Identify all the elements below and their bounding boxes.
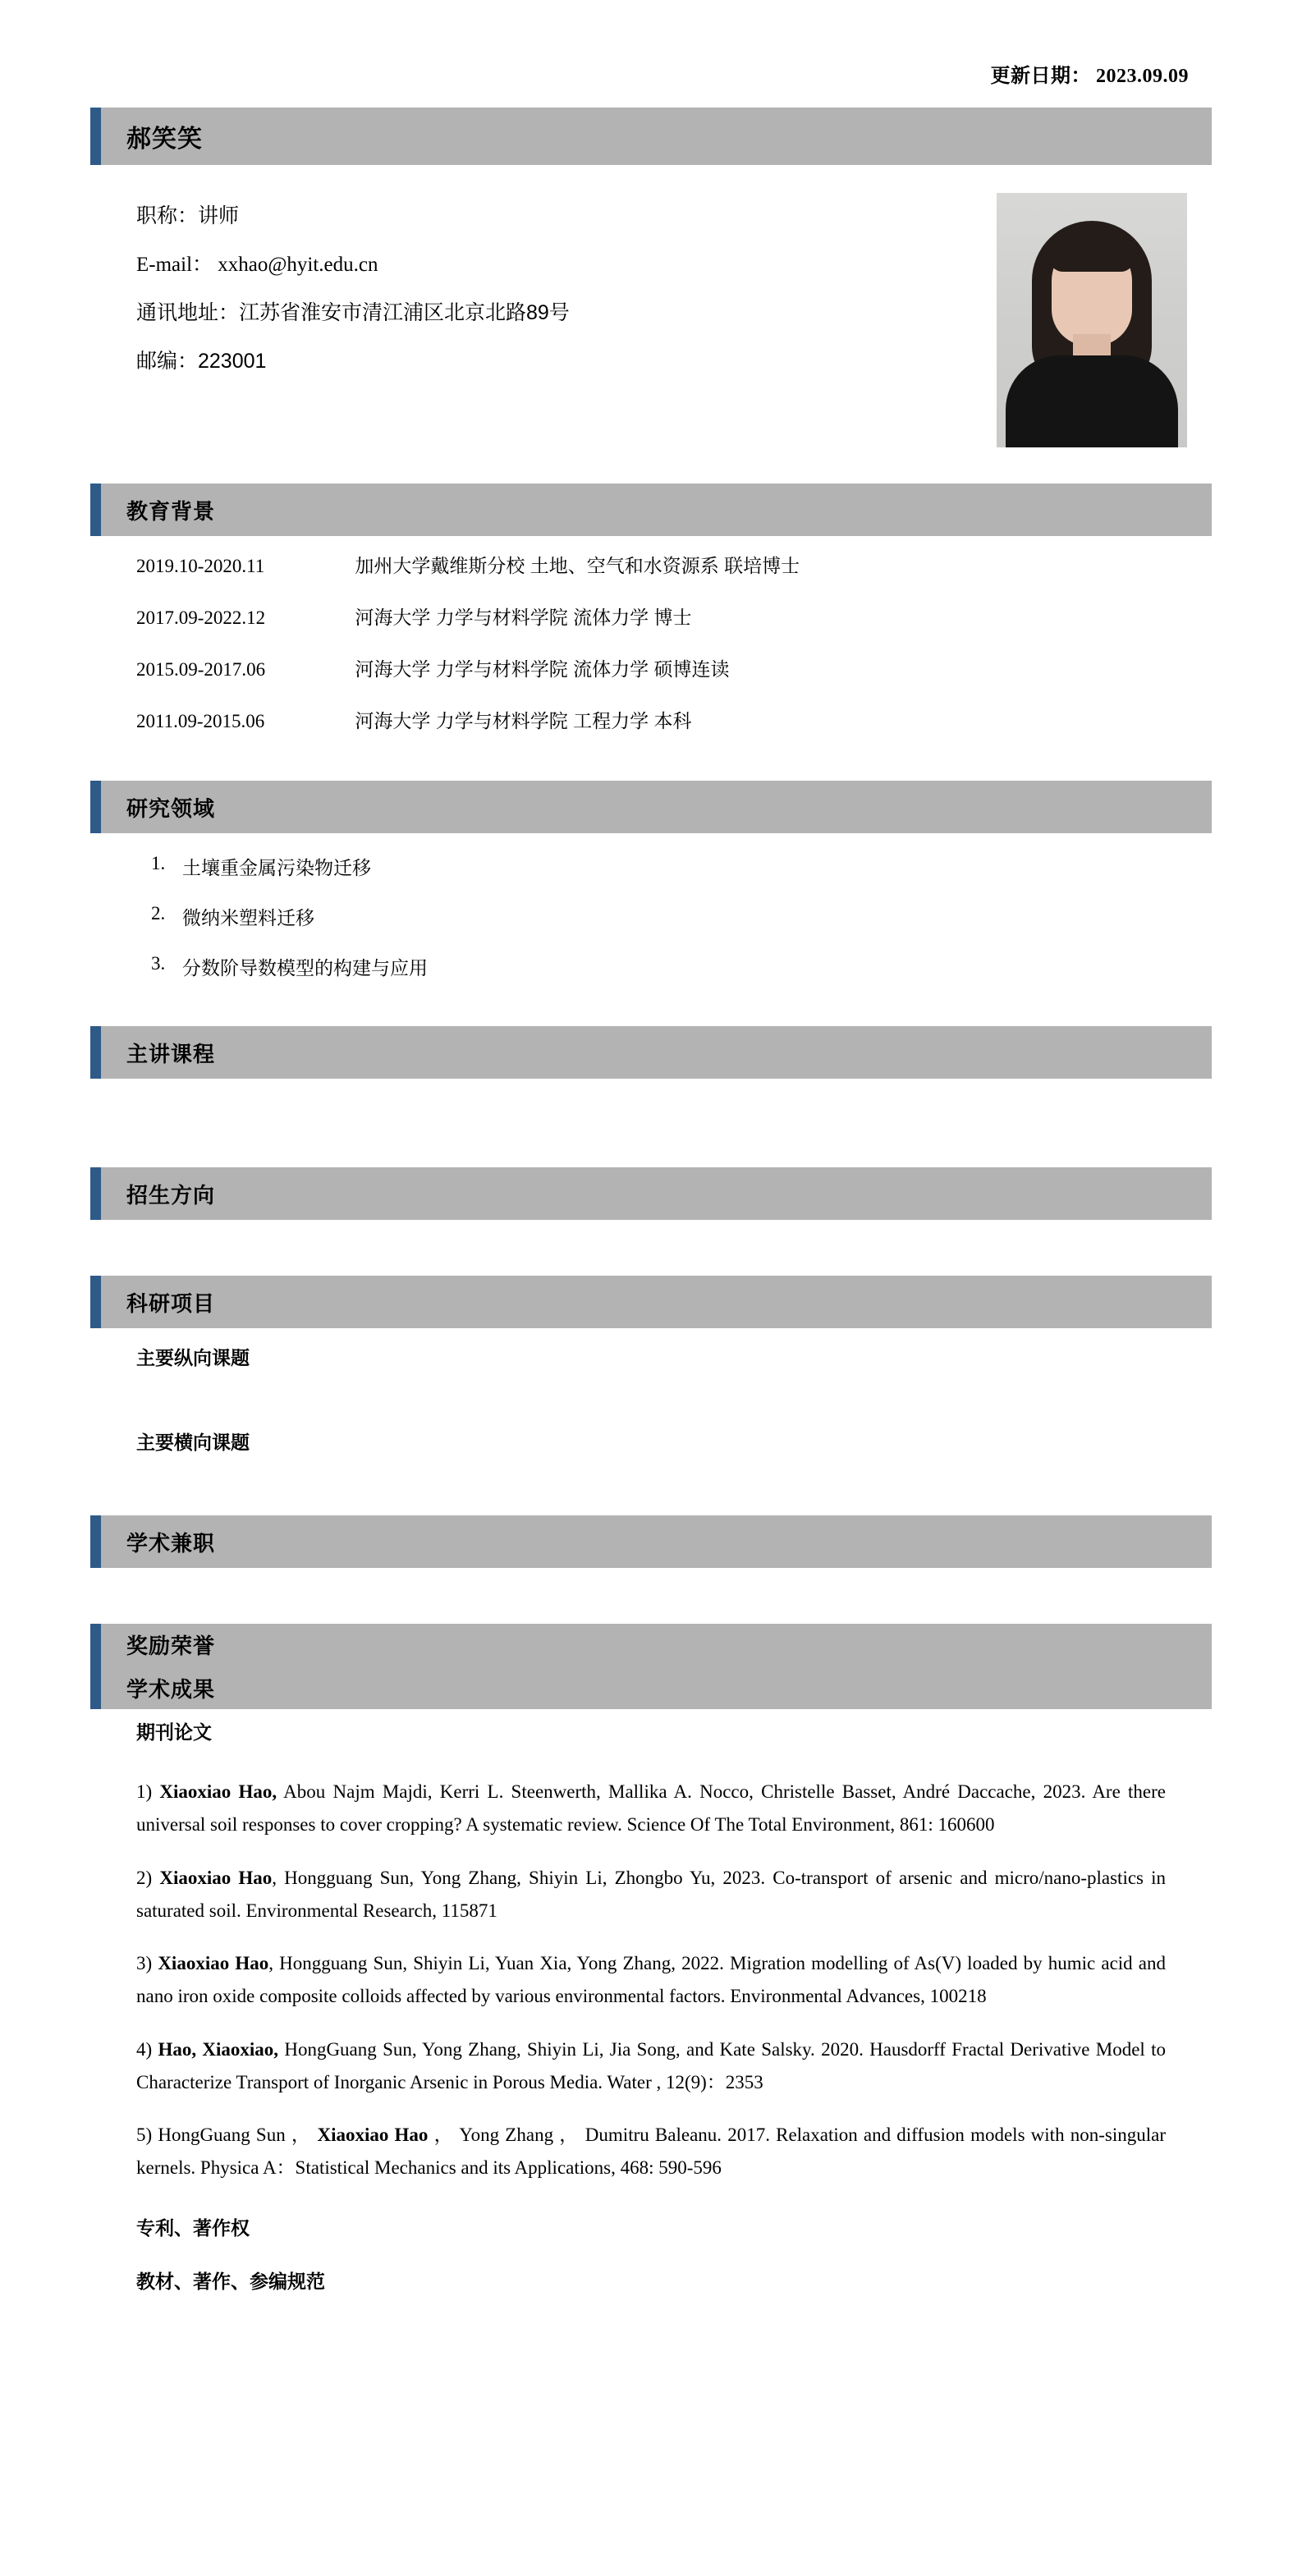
research-area-list [90,833,1212,1008]
projects-horizontal-empty [90,1455,1212,1497]
education-date: 2015.09-2017.06 [136,659,266,680]
list-item: 分数阶导数模型的构建与应用 [182,957,428,979]
section-courses [90,1026,1212,1079]
publication-rest: Abou Najm Majdi, Kerri L. Steenwerth, Mallika A. Nocco, Christelle Basset, André Daccache, 2023. Are there universal soil responses to cover cropping? A systematic review. Science Of The Total Environment, 861: 160600 [136,1781,1167,1836]
section-education [90,484,1212,536]
education-date: 2019.10-2020.11 [136,556,265,576]
publication-item [90,1947,1212,2022]
education-row [90,654,1212,706]
education-desc: 河海大学 力学与材料学院 流体力学 硕博连读 [355,658,730,680]
publication-index: 4) [136,2038,153,2060]
publication-rest: , Hongguang Sun, Shiyin Li, Yuan Xia, Yong Zhang, 2022. Migration modelling of As(V) loaded by humic acid and nano iron oxide composite colloids affected by various environmental factors. Environmental Advances, 100218 [136,1953,1167,2007]
projects-horizontal-label: 主要横向课题 [136,1432,250,1453]
section-title-research: 研究领域 [126,795,216,821]
update-date-label: 更新日期： [990,65,1091,87]
section-title-education: 教育背景 [126,498,216,524]
job-title-line: 职称：讲师 [136,204,240,227]
publication-item [90,2033,1212,2108]
courses-empty-area [90,1079,1212,1149]
section-title-projects: 科研项目 [126,1290,216,1316]
projects-vertical-label: 主要纵向课题 [136,1347,250,1368]
education-rows [90,536,1212,763]
accent-bar [90,484,101,536]
accent-bar [90,1026,101,1079]
education-row [90,551,1212,603]
education-desc: 河海大学 力学与材料学院 流体力学 博士 [355,607,692,628]
patent-label: 专利、著作权 [136,2216,250,2239]
publication-author: Hao, Xiaoxiao, [158,2038,279,2060]
publication-list [90,1762,1212,2193]
publication-index: 1) [136,1781,153,1802]
section-research [90,781,1212,833]
section-title-courses: 主讲课程 [126,1041,216,1066]
section-awards-achievements [90,1624,1212,1709]
list-item: 微纳米塑料迁移 [182,907,314,928]
publication-rest: , Hongguang Sun, Yong Zhang, Shiyin Li, Zhongbo Yu, 2023. Co-transport of arsenic and micro/nano-plastics in saturated soil. Environmental Research, 115871 [136,1867,1167,1921]
education-date: 2017.09-2022.12 [136,607,266,628]
admission-empty-area [90,1220,1212,1258]
textbook-label: 教材、著作、参编规范 [136,2270,325,2292]
profile-info [90,193,997,400]
publication-item [90,1776,1212,1850]
bar-title-stack [126,1624,215,1709]
accent-bar [90,1515,101,1568]
portrait-photo [997,193,1187,447]
publication-author: Xiaoxiao Hao, [159,1781,277,1802]
accent-bar [90,1167,101,1220]
education-desc: 加州大学戴维斯分校 土地、空气和水资源系 联培博士 [355,555,800,576]
address-line: 通讯地址：江苏省淮安市清江浦区北京北路89号 [136,301,570,324]
section-title-admission: 招生方向 [126,1182,216,1208]
section-title-awards: 奖励荣誉 [126,1634,216,1658]
publication-item [90,1862,1212,1937]
accent-bar [90,108,101,165]
update-date-row [90,0,1212,88]
section-title-academic-service: 学术兼职 [126,1530,216,1556]
email-line: E-mail： xxhao@hyit.edu.cn [136,254,378,276]
projects-vertical-empty [90,1370,1212,1413]
publication-index: 2) [136,1867,153,1888]
section-title-achievements: 学术成果 [126,1677,216,1702]
publication-rest: ， Yong Zhang ， Dumitru Baleanu. 2017. Relaxation and diffusion models with non-singular kernels. Physica A：Statistical Mechanics and its Applications, 468: 590-596 [136,2125,1167,2179]
photo-collar-right [1113,364,1128,403]
photo-collar-left [1056,364,1070,403]
profile-block [90,165,1212,465]
update-date-value: 2023.09.09 [1096,66,1189,87]
photo-body [1006,355,1178,447]
list-item: 土壤重金属污染物迁移 [182,857,371,878]
section-projects [90,1276,1212,1328]
education-row [90,603,1212,654]
person-name: 郝笑笑 [126,126,203,153]
publication-index: 3) [136,1953,153,1973]
publication-prefix: HongGuang Sun ， [152,2125,312,2145]
publication-author: Xiaoxiao Hao [159,1867,273,1888]
education-date: 2011.09-2015.06 [136,711,265,731]
publication-author: Xiaoxiao Hao [317,2125,429,2145]
education-desc: 河海大学 力学与材料学院 工程力学 本科 [355,710,692,731]
education-row [90,706,1212,758]
publication-index: 5) [136,2125,153,2145]
section-admission [90,1167,1212,1220]
publication-rest: HongGuang Sun, Yong Zhang, Shiyin Li, Jia Song, and Kate Salsky. 2020. Hausdorff Fractal Derivative Model to Characterize Transport of Inorganic Arsenic in Porous Media. Water , 12(9)：2353 [136,2038,1166,2092]
publication-author: Xiaoxiao Hao [158,1953,269,1973]
accent-bar [90,781,101,833]
accent-bar [90,1276,101,1328]
academic-service-empty-area [90,1568,1212,1606]
name-banner [90,108,1212,165]
journal-papers-label: 期刊论文 [136,1721,212,1743]
postcode-line: 邮编：223001 [136,350,267,373]
publication-item [90,2119,1212,2193]
accent-bar [90,1624,101,1709]
section-academic-service [90,1515,1212,1568]
photo-fringe [1049,234,1135,272]
